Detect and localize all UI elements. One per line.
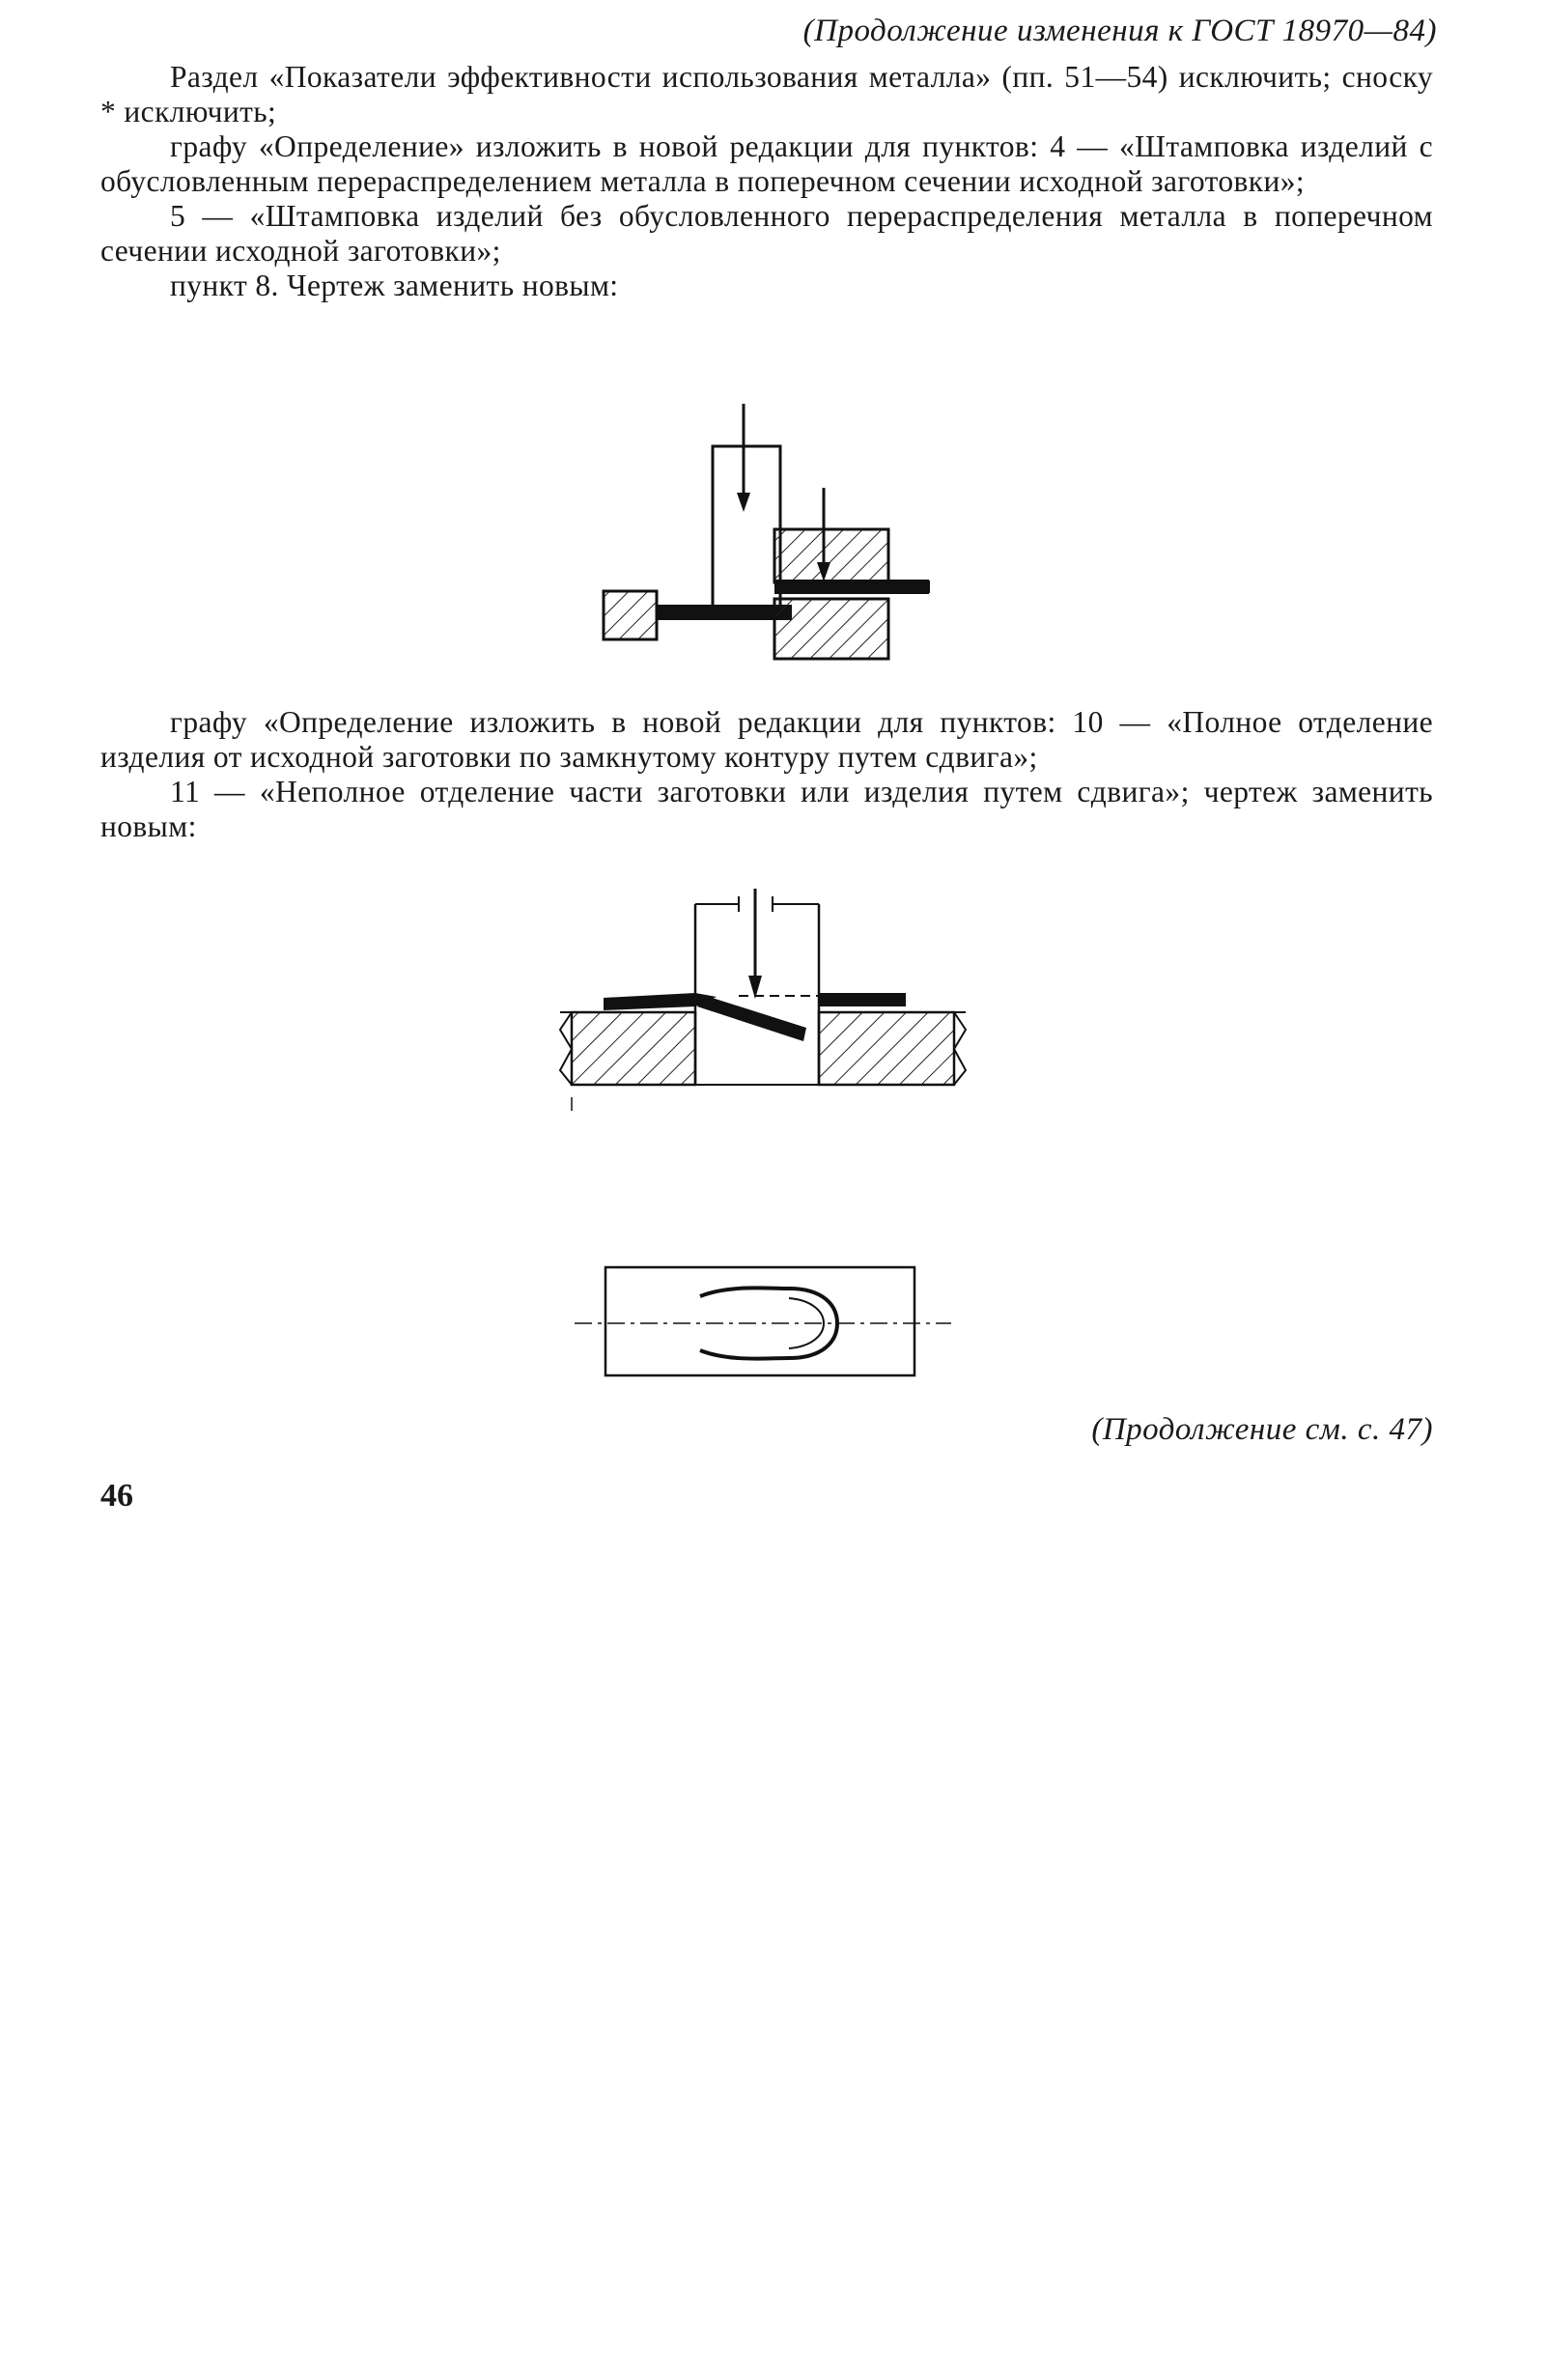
paragraph-5: графу «Определение изложить в новой редакции для пунктов: 10 — «Полное отделение изделия от исходной заготовки по замкнутому контуру путем сдвига»; — [100, 705, 1433, 774]
paragraph-1: Раздел «Показатели эффективности использования металла» (пп. 51—54) исключить; сноску * исключить; — [100, 60, 1433, 128]
figure-plan-view — [575, 1256, 961, 1391]
continuation-note: (Продолжение см. с. 47) — [1091, 1412, 1433, 1447]
paragraph-2: графу «Определение» изложить в новой редакции для пунктов: 4 — «Штамповка изделий с обусловленным перераспределением металла в поперечном сечении исходной заготовки»; — [100, 129, 1433, 198]
figure-punch-svg — [594, 396, 961, 666]
figure-shear-svg — [550, 887, 975, 1119]
text-block-middle — [100, 705, 1433, 844]
paragraph-4: пункт 8. Чертеж заменить новым: — [170, 269, 619, 302]
page-number: 46 — [100, 1478, 133, 1514]
paragraph-6: 11 — «Неполное отделение части заготовки или изделия путем сдвига»; чертеж заменить новым: — [100, 775, 1433, 843]
figure-plan-svg — [575, 1256, 961, 1391]
text-block-top — [100, 60, 1433, 303]
paragraph-3: 5 — «Штамповка изделий без обусловленного перераспределения металла в поперечном сечении исходной заготовки»; — [100, 199, 1433, 268]
figure-shear-section — [550, 887, 975, 1119]
running-title: (Продолжение изменения к ГОСТ 18970—84) — [802, 14, 1437, 48]
figure-punch-drawing — [594, 396, 961, 666]
